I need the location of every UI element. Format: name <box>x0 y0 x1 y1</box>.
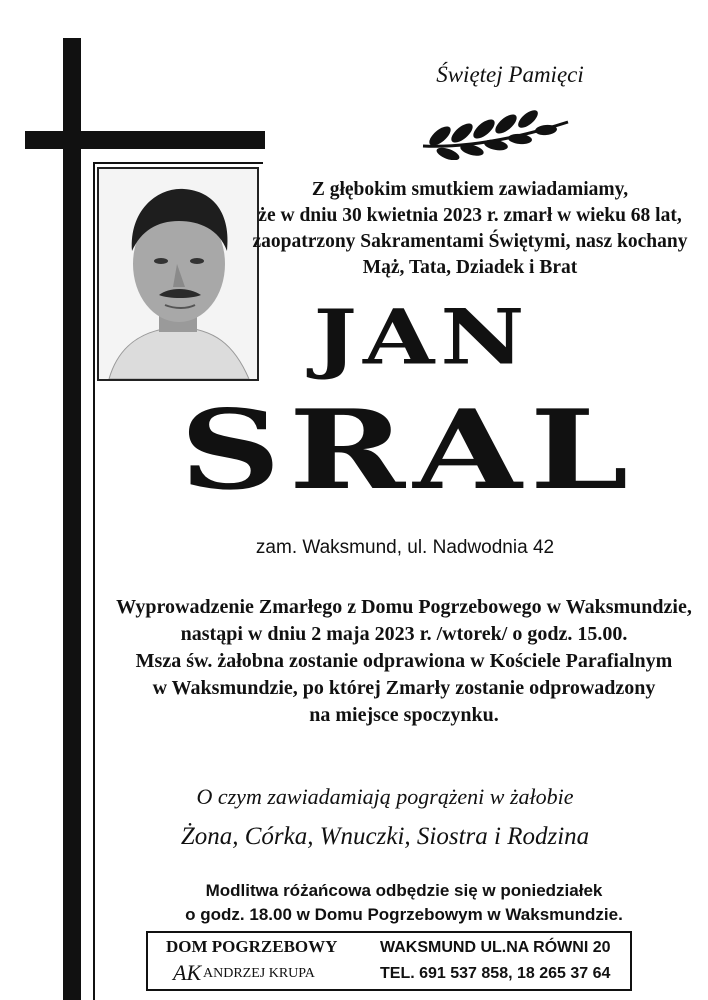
prayer-line: Modlitwa różańcowa odbędzie się w poniedziałek <box>205 881 603 900</box>
announcement-intro <box>250 177 690 281</box>
prayer-line: o godz. 18.00 w Domu Pogrzebowym w Waksmundzie. <box>185 905 623 924</box>
funeral-line: na miejsce spoczynku. <box>309 704 499 726</box>
funeral-home-footer <box>146 931 632 991</box>
mourners-intro: O czym zawiadamiają pogrążeni w żałobie <box>196 784 574 809</box>
funeral-home-phone: TEL. 691 537 858, 18 265 37 64 <box>380 965 611 982</box>
intro-line: Z głębokim smutkiem zawiadamiamy, <box>311 179 629 200</box>
funeral-home-owner: ANDRZEJ KRUPA <box>203 966 315 981</box>
memorial-header: Świętej Pamięci <box>436 62 584 87</box>
funeral-home-address: WAKSMUND UL.NA RÓWNI 20 <box>380 939 611 956</box>
cross-icon <box>63 38 81 1000</box>
cross-outline <box>93 162 263 164</box>
laurel-branch-icon <box>418 108 573 160</box>
funeral-home-name: DOM POGRZEBOWY <box>166 937 338 956</box>
cross-outline <box>93 164 95 1000</box>
mourners-family: Żona, Córka, Wnuczki, Siostra i Rodzina <box>180 823 590 850</box>
prayer-notice <box>100 879 708 927</box>
funeral-home-logo: AK <box>173 960 202 985</box>
deceased-address: zam. Waksmund, ul. Nadwodnia 42 <box>255 537 555 558</box>
portrait-photo <box>97 167 259 381</box>
intro-line: Mąż, Tata, Dziadek i Brat <box>362 257 578 278</box>
funeral-line: Wyprowadzenie Zmarłego z Domu Pogrzebowego w Waksmundzie, <box>116 596 692 618</box>
funeral-line: nastąpi w dniu 2 maja 2023 r. /wtorek/ o godz. 15.00. <box>180 623 628 645</box>
intro-line: że w dniu 30 kwietnia 2023 r. zmarł w wieku 68 lat, <box>258 205 682 226</box>
funeral-details <box>100 594 708 729</box>
cross-icon <box>25 131 265 149</box>
deceased-last-name: SRAL <box>179 386 637 515</box>
deceased-first-name: JAN <box>313 293 531 382</box>
funeral-line: w Waksmundzie, po której Zmarły zostanie odprowadzony <box>152 677 656 699</box>
intro-line: zaopatrzony Sakramentami Świętymi, nasz kochany <box>252 231 688 252</box>
funeral-line: Msza św. żałobna zostanie odprawiona w Kościele Parafialnym <box>135 650 673 672</box>
